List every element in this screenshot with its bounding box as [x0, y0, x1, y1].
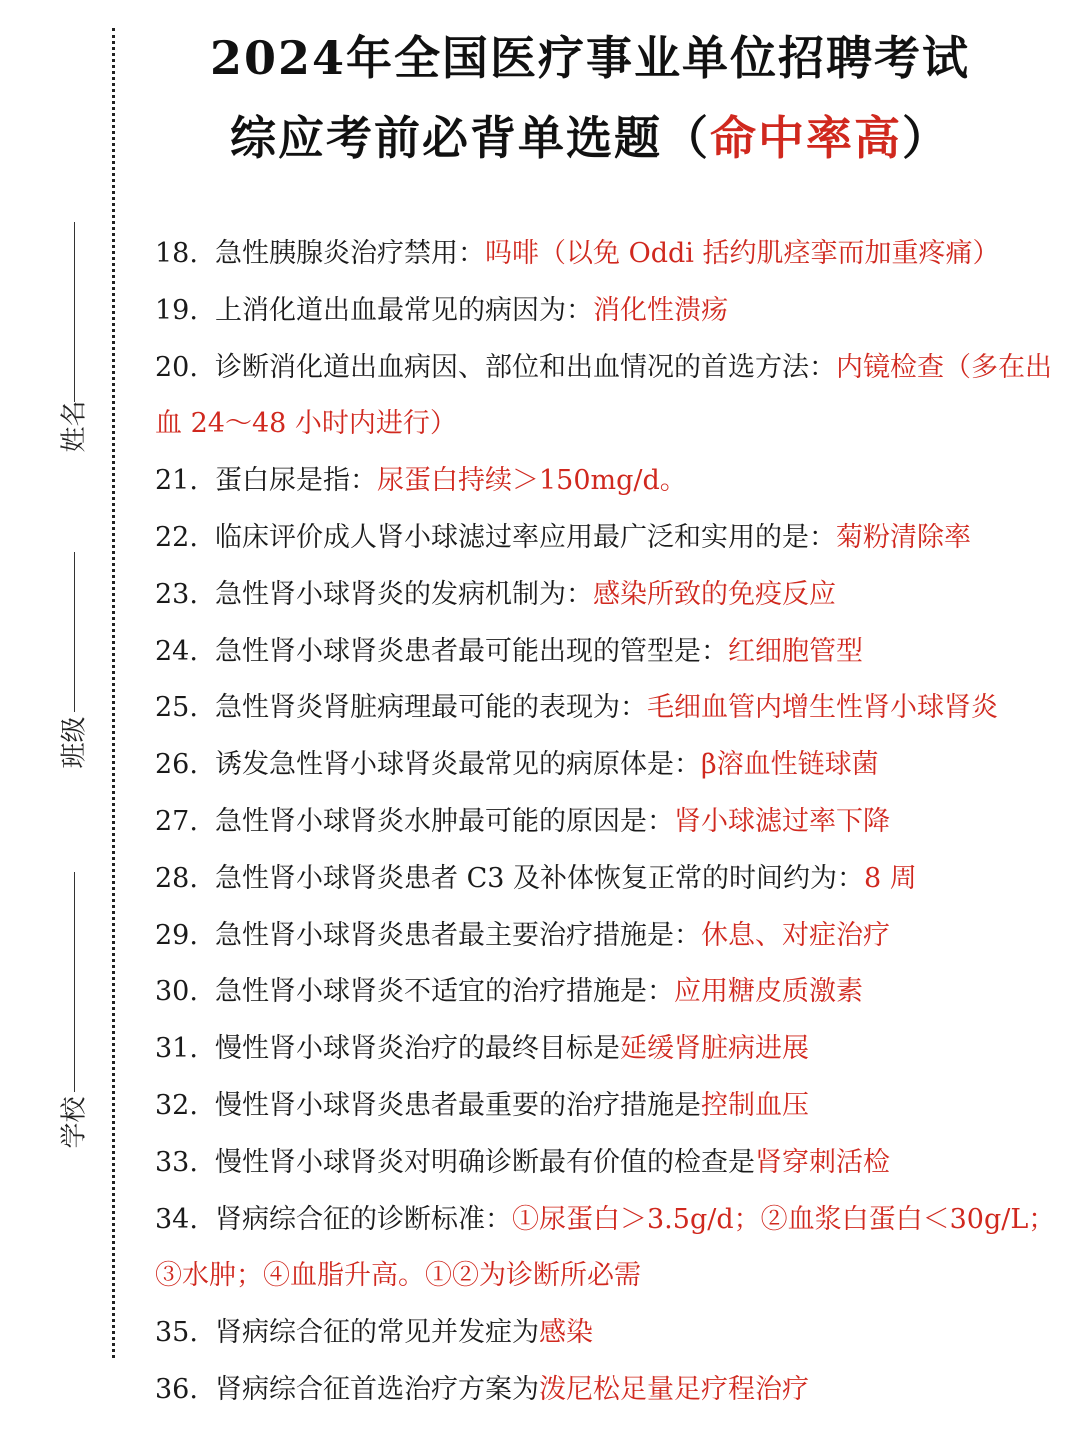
- item-answer: 控制血压: [701, 1089, 809, 1121]
- item-question: 急性肾炎肾脏病理最可能的表现为：: [215, 692, 647, 724]
- list-item: [155, 1305, 1060, 1362]
- title-line-1: 2024年全国医疗事业单位招聘考试: [209, 31, 971, 85]
- item-number: 22.: [155, 521, 198, 553]
- item-answer: 菊粉清除率: [836, 521, 971, 553]
- list-item: [155, 794, 1060, 851]
- item-question: 急性胰腺炎治疗禁用：: [215, 238, 485, 269]
- school-label: 学校: [59, 1096, 90, 1149]
- list-item: [155, 1135, 1060, 1192]
- item-number: 24.: [155, 635, 198, 667]
- list-item: [155, 851, 1060, 908]
- name-label: 姓名: [59, 400, 90, 453]
- item-answer: 肾小球滤过率下降: [674, 805, 890, 837]
- item-answer: 尿蛋白持续＞150mg/d。: [377, 465, 687, 497]
- item-question: 慢性肾小球肾炎患者最重要的治疗措施是: [215, 1089, 701, 1121]
- list-item: [155, 1021, 1060, 1078]
- item-question: 慢性肾小球肾炎治疗的最终目标是: [215, 1033, 620, 1065]
- item-question: 急性肾小球肾炎患者最主要治疗措施是：: [215, 919, 701, 951]
- item-question: 肾病综合征的常见并发症为: [215, 1317, 539, 1349]
- item-answer: 感染所致的免疫反应: [593, 578, 836, 610]
- item-number: 28.: [155, 862, 198, 894]
- list-item: [155, 1078, 1060, 1135]
- school-underline: [74, 872, 75, 1092]
- item-question: 急性肾小球肾炎水肿最可能的原因是：: [215, 805, 674, 837]
- item-question: 急性肾小球肾炎患者 C3 及补体恢复正常的时间约为：: [215, 862, 865, 894]
- item-answer: 吗啡（以免 Oddi 括约肌痉挛而加重疼痛）: [485, 238, 1000, 269]
- list-item: [155, 908, 1060, 965]
- item-number: 31.: [155, 1033, 198, 1065]
- item-question: 急性肾小球肾炎的发病机制为：: [215, 578, 593, 610]
- item-number: 36.: [155, 1373, 198, 1405]
- list-item: [155, 737, 1060, 794]
- item-question: 临床评价成人肾小球滤过率应用最广泛和实用的是：: [215, 521, 836, 553]
- item-number: 29.: [155, 919, 198, 951]
- item-number: 33.: [155, 1146, 198, 1178]
- item-number: 27.: [155, 805, 198, 837]
- question-list: [155, 226, 1060, 1419]
- title-suffix: ）: [902, 111, 950, 165]
- item-question: 诱发急性肾小球肾炎最常见的病原体是：: [215, 749, 701, 781]
- item-question: 诊断消化道出血病因、部位和出血情况的首选方法：: [215, 351, 836, 383]
- item-answer: 休息、对症治疗: [701, 919, 890, 951]
- list-item: [155, 680, 1060, 737]
- item-answer: 感染: [539, 1317, 593, 1349]
- item-number: 35.: [155, 1317, 198, 1349]
- title-prefix: 综应考前必背单选题（: [230, 111, 710, 165]
- item-question: 上消化道出血最常见的病因为：: [215, 294, 593, 326]
- item-answer: 内镜检查（多在出血 24～48 小时内进行）: [155, 351, 1052, 440]
- title-line-2: [130, 102, 1050, 168]
- item-number: 25.: [155, 692, 198, 724]
- item-number: 30.: [155, 976, 198, 1008]
- list-item: [155, 510, 1060, 567]
- item-answer: 毛细血管内增生性肾小球肾炎: [647, 692, 998, 724]
- item-answer: 泼尼松足量足疗程治疗: [539, 1373, 809, 1405]
- item-question: 蛋白尿是指：: [215, 465, 377, 497]
- item-question: 肾病综合征的诊断标准：: [215, 1203, 512, 1235]
- list-item: [155, 340, 1060, 454]
- item-number: 18.: [155, 238, 198, 269]
- item-answer: 应用糖皮质激素: [674, 976, 863, 1008]
- list-item: [155, 624, 1060, 681]
- item-number: 19.: [155, 294, 198, 326]
- item-answer: 消化性溃疡: [593, 294, 728, 326]
- list-item: [155, 567, 1060, 624]
- item-number: 26.: [155, 749, 198, 781]
- item-number: 21.: [155, 465, 198, 497]
- class-label: 班级: [59, 716, 90, 769]
- item-question: 急性肾小球肾炎不适宜的治疗措施是：: [215, 976, 674, 1008]
- title-highlight: 命中率高: [710, 111, 902, 165]
- item-answer: 延缓肾脏病进展: [620, 1033, 809, 1065]
- list-item: [155, 1192, 1060, 1306]
- list-item: [155, 964, 1060, 1021]
- name-underline: [74, 222, 75, 402]
- item-number: 20.: [155, 351, 198, 383]
- list-item: [155, 283, 1060, 340]
- class-underline: [74, 552, 75, 712]
- binding-dotted-line: [112, 28, 115, 1358]
- item-answer: 红细胞管型: [728, 635, 863, 667]
- list-item: [155, 226, 1060, 283]
- item-question: 急性肾小球肾炎患者最可能出现的管型是：: [215, 635, 728, 667]
- item-question: 慢性肾小球肾炎对明确诊断最有价值的检查是: [215, 1146, 755, 1178]
- item-answer: 8 周: [864, 862, 917, 894]
- item-number: 32.: [155, 1089, 198, 1121]
- list-item: [155, 453, 1060, 510]
- item-answer: 肾穿刺活检: [755, 1146, 890, 1178]
- item-answer: ①尿蛋白＞3.5g/d；②血浆白蛋白＜30g/L；③水肿；④血脂升高。①②为诊断所必需: [155, 1203, 1056, 1292]
- list-item: [155, 1362, 1060, 1419]
- item-question: 肾病综合征首选治疗方案为: [215, 1373, 539, 1405]
- item-number: 23.: [155, 578, 198, 610]
- item-number: 34.: [155, 1203, 198, 1235]
- item-answer: β溶血性链球菌: [701, 749, 879, 781]
